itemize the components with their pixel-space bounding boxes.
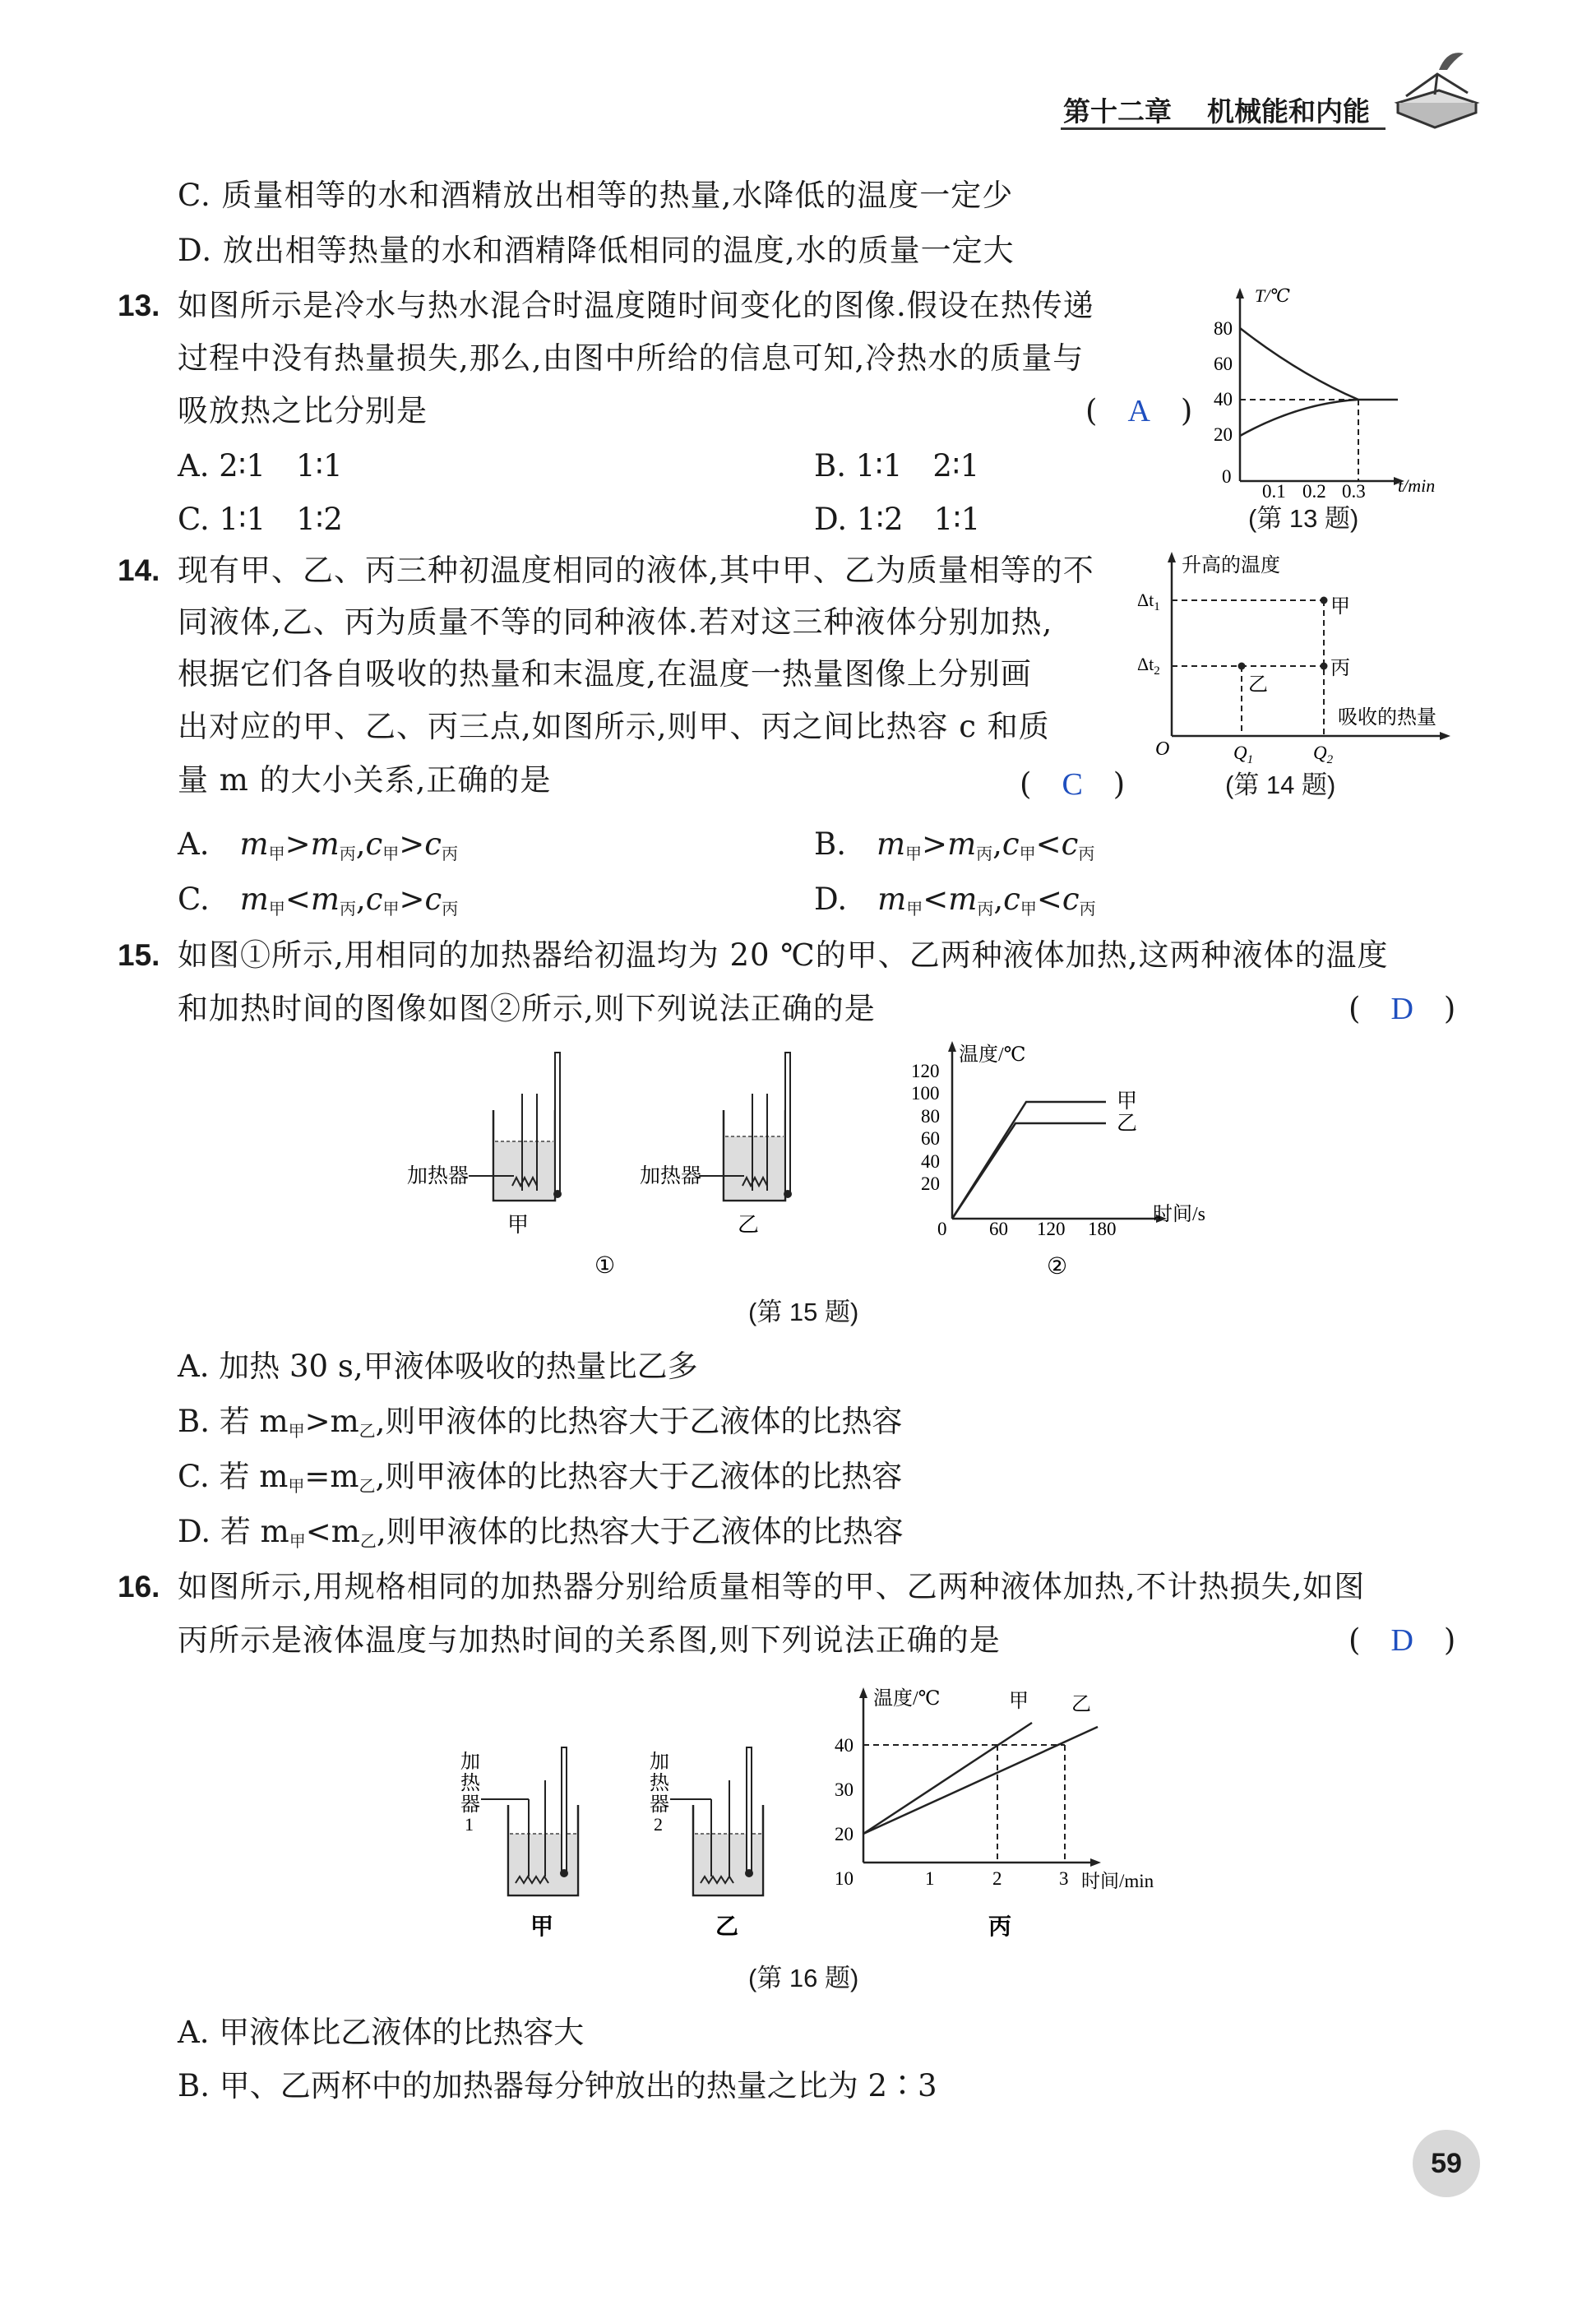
q16-chart <box>822 1678 1176 1949</box>
q15-chart-label-yi: 乙 <box>1117 1113 1138 1135</box>
q13-ytick: 80 <box>1214 318 1233 339</box>
q14-label-jia: 甲 <box>1330 596 1350 618</box>
q16-beakers-figure <box>448 1743 810 1949</box>
q15-line-2: 和加热时间的图像如图②所示,则下列说法正确的是 <box>178 991 876 1026</box>
svg-text:Δt2: $\Delta t_2$ <box>1137 654 1160 678</box>
q13-line-3: 吸放热之比分别是 <box>178 393 428 428</box>
q13-cold-curve <box>1240 400 1358 436</box>
q14-option-a: A. $m_甲>m_丙,c_甲>c_丙$ <box>178 826 458 863</box>
q13-hot-curve <box>1240 328 1358 400</box>
q14-label-yi: 乙 <box>1248 674 1268 696</box>
q14-line-1: 现有甲、乙、丙三种初温度相同的液体,其中甲、乙为质量相等的不 <box>178 553 1094 588</box>
q13-option-c: C. 1∶1 1∶2 <box>178 502 343 537</box>
q14-option-b: B. $m_甲>m_丙,c_甲<c_丙$ <box>814 826 1095 863</box>
q16-label-yi: 乙 <box>715 1914 739 1940</box>
q16-ytick: 40 <box>835 1735 854 1756</box>
q13-ylabel: T/℃ <box>1255 285 1290 306</box>
q14-caption: (第 14 题) <box>1225 771 1336 799</box>
q16-xtick: 1 <box>925 1868 935 1889</box>
q15-caption: (第 15 题) <box>748 1298 859 1326</box>
q15-option-c: C. 若 $m_甲=m_乙$,则甲液体的比热容大于乙液体的比热容 <box>178 1459 903 1496</box>
q12-option-c: C. 质量相等的水和酒精放出相等的热量,水降低的温度一定少 <box>178 178 1014 213</box>
q15-option-d: D. 若 $m_甲<m_乙$,则甲液体的比热容大于乙液体的比热容 <box>178 1514 904 1551</box>
q15-beaker-jia <box>469 1053 562 1201</box>
q16-beaker-jia <box>508 1747 578 1895</box>
q15-ytick: 40 <box>921 1151 940 1172</box>
q13-answer: A <box>1127 394 1150 428</box>
q16-option-a: A. 甲液体比乙液体的比热容大 <box>178 2015 585 2050</box>
q15-beakers-figure <box>407 1044 818 1283</box>
q15-xlabel: 时间/s <box>1153 1204 1206 1225</box>
q15-ytick: 100 <box>911 1083 940 1104</box>
q15-ytick: 60 <box>921 1128 940 1149</box>
q15-ytick: 80 <box>921 1106 940 1127</box>
q16-number: 16. <box>118 1570 160 1604</box>
svg-text:加: 加 <box>460 1752 480 1773</box>
q16-line-1: 如图所示,用规格相同的加热器分别给质量相等的甲、乙两种液体加热,不计热损失,如图 <box>178 1569 1366 1604</box>
q15-label-yi: 乙 <box>738 1213 760 1237</box>
q15-chart-label-jia: 甲 <box>1117 1090 1138 1113</box>
q14-line-3: 根据它们各自吸收的热量和末温度,在温度一热量图像上分别画 <box>178 656 1032 692</box>
q14-label-bing: 丙 <box>1330 658 1350 679</box>
q15-xtick: 120 <box>1037 1219 1066 1239</box>
page-number: 59 <box>1431 2148 1462 2179</box>
svg-text:加: 加 <box>650 1752 669 1773</box>
q16-chart-label-jia: 甲 <box>1009 1691 1029 1712</box>
q16-ytick: 30 <box>835 1779 854 1800</box>
q13-ytick: 40 <box>1214 389 1233 410</box>
q13-number: 13. <box>118 289 160 322</box>
svg-text:器: 器 <box>460 1794 480 1816</box>
q16-xlabel: 时间/min <box>1081 1871 1154 1891</box>
q13-option-d: D. 1∶2 1∶1 <box>814 502 981 537</box>
svg-text:热: 热 <box>650 1773 669 1794</box>
q15-xtick: 60 <box>989 1219 1008 1239</box>
q15-chart <box>896 1038 1225 1284</box>
q15-answer: D <box>1390 992 1413 1026</box>
q15-option-b: B. 若 $m_甲>m_乙$,则甲液体的比热容大于乙液体的比热容 <box>178 1404 903 1441</box>
q15-label-jia: 甲 <box>507 1213 530 1237</box>
q14-xlabel: 吸收的热量 <box>1338 707 1436 729</box>
q14-answer: C <box>1062 767 1083 802</box>
q16-line-yi <box>863 1727 1098 1834</box>
q16-ytick: 20 <box>835 1824 854 1844</box>
q15-beaker-yi <box>699 1053 792 1201</box>
q16-xtick: 3 <box>1059 1868 1069 1889</box>
q15-fig1-number: ① <box>594 1253 616 1279</box>
svg-text:2: 2 <box>654 1814 663 1835</box>
q13-ytick: 20 <box>1214 424 1233 445</box>
q15-ytick: 20 <box>921 1173 940 1194</box>
q14-line-2: 同液体,乙、丙为质量不等的同种液体.若对这三种液体分别加热, <box>178 604 1053 640</box>
q13-xlabel: t/min <box>1398 475 1436 496</box>
q15-xtick: 0 <box>937 1219 947 1239</box>
q15-line-yi <box>952 1123 1106 1219</box>
q13-ytick: 60 <box>1214 354 1233 374</box>
q16-label-jia: 甲 <box>530 1914 554 1940</box>
q16-line-jia <box>863 1723 1032 1834</box>
q16-beaker-yi <box>693 1747 763 1895</box>
q15-answer-paren: ( D ) <box>1349 991 1456 1026</box>
q13-caption: (第 13 题) <box>1248 504 1359 533</box>
q16-ylabel: 温度/℃ <box>873 1688 941 1710</box>
q14-answer-paren: ( C ) <box>1020 766 1126 802</box>
q15-option-a: A. 加热 30 s,甲液体吸收的热量比乙多 <box>178 1349 698 1384</box>
svg-text:Q2: $Q_2$ <box>1313 743 1334 765</box>
q15-number: 15. <box>118 938 160 972</box>
q16-ytick: 10 <box>835 1868 854 1889</box>
q14-point-bing <box>1321 663 1328 670</box>
q13-xtick: 0.3 <box>1342 481 1366 502</box>
svg-text:1: 1 <box>465 1814 474 1835</box>
q16-answer-paren: ( D ) <box>1349 1622 1456 1658</box>
q13-option-a: A. 2∶1 1∶1 <box>178 448 343 484</box>
q13-line-1: 如图所示是冷水与热水混合时温度随时间变化的图像.假设在热传递 <box>178 288 1094 323</box>
q14-point-jia <box>1321 597 1328 604</box>
q15-line-jia <box>952 1102 1106 1219</box>
q14-line-5: 量 m 的大小关系,正确的是 <box>178 762 552 798</box>
q14-origin: O <box>1155 738 1170 760</box>
q15-ylabel: 温度/℃ <box>959 1044 1026 1066</box>
q16-xtick: 2 <box>992 1868 1002 1889</box>
header-rule <box>1061 127 1386 130</box>
q16-line-2: 丙所示是液体温度与加热时间的关系图,则下列说法正确的是 <box>178 1622 1001 1658</box>
svg-text:器: 器 <box>650 1794 669 1816</box>
q14-number: 14. <box>118 553 160 587</box>
book-icon <box>1390 45 1480 132</box>
q14-option-c: C. $m_甲<m_丙,c_甲>c_丙$ <box>178 882 459 919</box>
q16-option-b: B. 甲、乙两杯中的加热器每分钟放出的热量之比为 2∶3 <box>178 2068 937 2103</box>
q13-xtick: 0.2 <box>1302 481 1326 502</box>
svg-text:Δt1: $\Delta t_1$ <box>1137 590 1160 613</box>
q12-option-d: D. 放出相等热量的水和酒精降低相同的温度,水的质量一定大 <box>178 233 1015 268</box>
q16-label-bing: 丙 <box>988 1914 1012 1940</box>
q14-chart <box>1131 547 1501 765</box>
q13-chart <box>1200 284 1439 502</box>
q15-heater-label: 加热器 <box>640 1165 702 1187</box>
q16-chart-label-yi: 乙 <box>1071 1694 1091 1715</box>
q15-heater-label: 加热器 <box>407 1165 470 1187</box>
chapter-label: 第十二章 <box>1063 96 1172 127</box>
q16-answer: D <box>1390 1623 1413 1658</box>
q13-xtick: 0.1 <box>1262 481 1286 502</box>
q14-line-4: 出对应的甲、乙、丙三点,如图所示,则甲、丙之间比热容 c 和质 <box>178 709 1050 744</box>
q13-answer-paren: ( A ) <box>1085 393 1193 428</box>
q14-ylabel: 升高的温度 <box>1182 555 1280 576</box>
q16-caption: (第 16 题) <box>748 1964 859 1992</box>
q15-fig2-number: ② <box>1047 1254 1068 1280</box>
q14-option-d: D. $m_甲<m_丙,c_甲<c_丙$ <box>814 882 1096 919</box>
q14-point-yi <box>1238 663 1246 670</box>
q15-line-1: 如图①所示,用相同的加热器给初温均为 20 ℃的甲、乙两种液体加热,这两种液体的温度 <box>178 937 1389 973</box>
svg-text:Q1: $Q_1$ <box>1233 743 1254 765</box>
q15-xtick: 180 <box>1088 1219 1117 1239</box>
q13-option-b: B. 1∶1 2∶1 <box>814 448 980 484</box>
q13-line-2: 过程中没有热量损失,那么,由图中所给的信息可知,冷热水的质量与 <box>178 340 1085 376</box>
chapter-title: 机械能和内能 <box>1207 96 1370 127</box>
q13-xtick: 0 <box>1222 466 1232 487</box>
q15-ytick: 120 <box>911 1061 940 1081</box>
svg-text:热: 热 <box>460 1773 480 1794</box>
